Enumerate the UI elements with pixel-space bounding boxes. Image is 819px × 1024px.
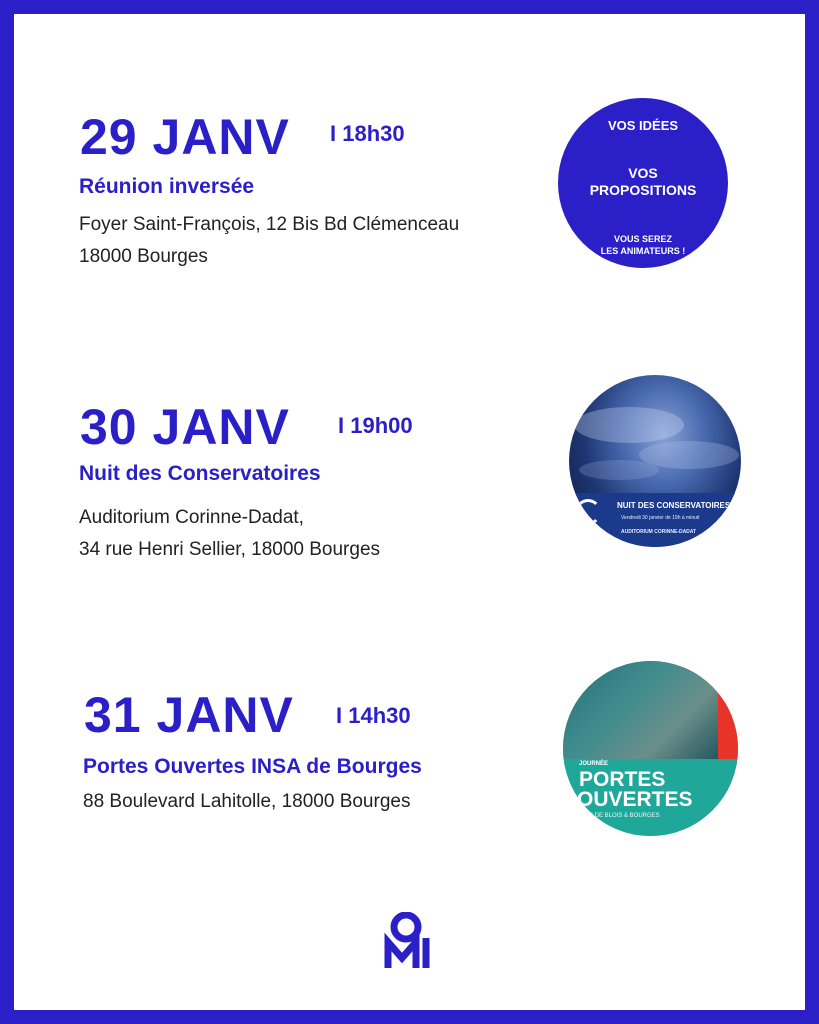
event-title: Portes Ouvertes INSA de Bourges	[83, 755, 422, 778]
event-title: Nuit des Conservatoires	[79, 462, 321, 485]
event-address-line1: Foyer Saint-François, 12 Bis Bd Clémenceau	[79, 214, 460, 235]
event-address-line1: 88 Boulevard Lahitolle, 18000 Bourges	[83, 791, 411, 812]
pm-monogram-icon	[384, 912, 434, 970]
ideas-badge	[558, 98, 728, 268]
badge-line1: VOS IDÉES	[607, 118, 679, 133]
pm-logo-graphic	[384, 912, 434, 970]
poster-heading: NUIT DES CONSERVATOIRES	[617, 501, 731, 510]
event-time: I 14h30	[336, 703, 411, 728]
badge-line2: VOS	[628, 165, 658, 181]
event-time: I 18h30	[330, 121, 405, 146]
poster-footer	[569, 493, 741, 547]
conservatoires-poster	[569, 375, 741, 547]
event-date: 29 JANV	[80, 109, 290, 165]
poster-footer-text: S DE BLOIS & BOURGES	[589, 813, 660, 819]
badge-line3: PROPOSITIONS	[589, 182, 697, 198]
event-title: Réunion inversée	[79, 175, 255, 198]
event-address-line2: 34 rue Henri Sellier, 18000 Bourges	[79, 539, 381, 560]
conservatoire-logo-icon	[575, 499, 601, 525]
poster-subtitle: Vendredi 30 janvier de 19h à minuit	[621, 515, 700, 521]
event-time: I 19h00	[338, 413, 413, 438]
event-address-line1: Auditorium Corinne-Dadat,	[79, 507, 304, 528]
badge-line5: LES ANIMATEURS !	[600, 246, 686, 256]
event-date: 31 JANV	[84, 687, 294, 743]
poster-venue: AUDITORIUM CORINNE-DADAT	[621, 529, 697, 535]
poster-kicker: JOURNÉE	[579, 761, 609, 767]
portes-ouvertes-poster	[563, 661, 738, 836]
poster-word1: PORTES	[579, 768, 666, 791]
event-date: 30 JANV	[80, 399, 290, 455]
poster-word2: OUVERTES	[577, 788, 693, 811]
event-address-line2: 18000 Bourges	[79, 246, 208, 267]
poster-photo	[563, 661, 718, 759]
badge-line4: VOUS SEREZ	[613, 234, 672, 244]
